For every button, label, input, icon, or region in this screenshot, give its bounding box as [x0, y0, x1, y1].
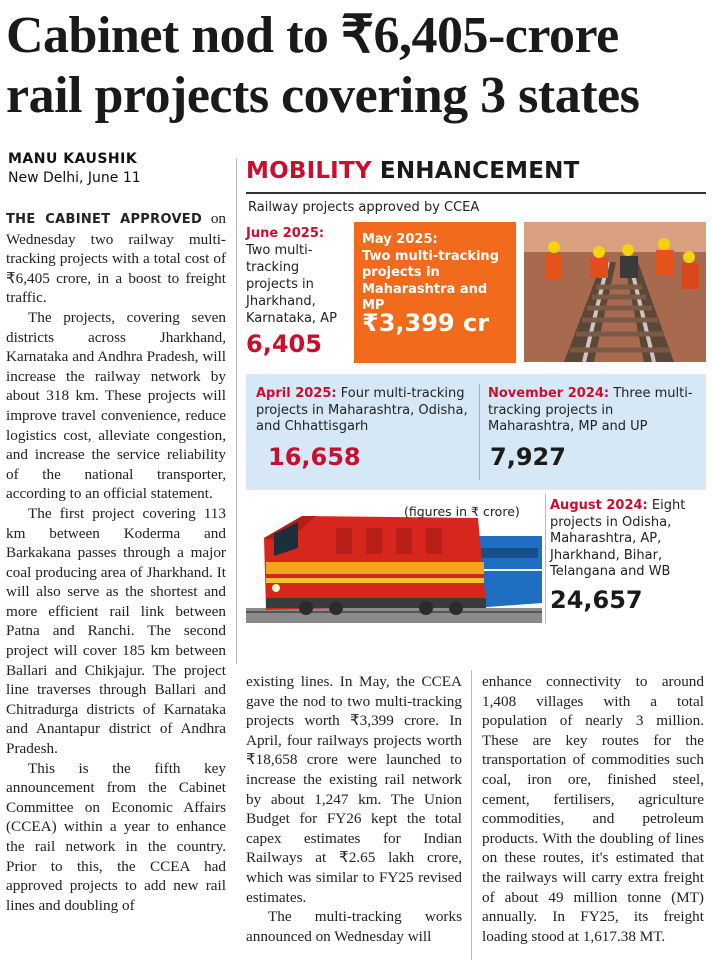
dateline: New Delhi, June 11 — [8, 170, 141, 186]
article-paragraph: The first project covering 113 km between Koderma and Barkakana passes through a major coal producing area of Jharkhand. It will also serve as the shortest and more efficient rail link between Patna and Ranchi. The second project will cover 185 km between Ballari and Chikjajur. The project line traverses through Ballari and Chitradurga districts of Karnataka and Anantapur district of Andhra Pradesh. — [6, 504, 226, 758]
month-label: August 2024: — [550, 498, 648, 513]
project-value: 6,405 — [246, 330, 322, 358]
article-paragraph: existing lines. In May, the CCEA gave the nod to two multi-tracking projects worth ₹3,399 crore. In April, four railways projects worth ₹18,658 crore were launched to increase the existing rail network by about 1,247 km. The Union Budget for FY26 kept the total capex estimates for Indian Railways at ₹2.65 lakh crore, which was similar to FY25 revised estimates. — [246, 673, 462, 906]
graphic-subtitle: Railway projects approved by CCEA — [248, 200, 480, 215]
project-text: Three multi-tracking projects in Maharashtra, MP and UP — [488, 386, 693, 434]
article-column-1 — [6, 209, 226, 915]
projects-panel — [246, 374, 706, 490]
author-name: MANU KAUSHIK — [8, 151, 138, 167]
lead-in: THE CABINET APPROVED — [6, 212, 203, 227]
graphic-title-red: MOBILITY — [246, 158, 372, 184]
project-box-april-2025 — [256, 386, 474, 471]
month-label: November 2024: — [488, 386, 610, 401]
project-box-may-2025 — [354, 222, 516, 363]
month-label: June 2025: — [246, 226, 325, 241]
headline-line-2: rail projects covering 3 states — [6, 67, 640, 124]
rail-workers-photo — [524, 222, 706, 362]
panel-divider — [479, 384, 480, 480]
project-description — [362, 232, 510, 315]
figures-note: (figures in ₹ crore) — [404, 504, 520, 519]
project-value: ₹3,399 cr — [362, 309, 490, 337]
project-text: Four multi-tracking projects in Maharashtra, Odisha, and Chhattisgarh — [256, 386, 468, 434]
article-paragraph: enhance connectivity to around 1,408 villages with a total population of nearly 3 million. These are key routes for the transportation of commodities such coal, iron ore, finished steel, cement, fertilisers, agriculture commodities, and petroleum products. With the doubling of lines on these routes, it's estimated that the railways will carry extra freight of about 49 million tonne (MT) annually. In FY25, its freight loading stood at 1,617.38 MT. — [482, 673, 704, 945]
title-rule — [246, 192, 706, 194]
column-divider — [236, 158, 237, 664]
project-value: 24,657 — [550, 585, 643, 614]
month-label: April 2025: — [256, 386, 337, 401]
project-box-november-2024 — [488, 386, 700, 471]
panel-divider — [545, 494, 546, 624]
column-divider — [471, 670, 472, 960]
project-value: 16,658 — [268, 443, 361, 471]
article-paragraph: This is the fifth key announcement from the Cabinet Committee on Economic Affairs (CCEA) within a year to enhance the rail network in the country. Prior to this, the CCEA had approved projects to add new rail lines and doubling of — [6, 759, 226, 914]
article-paragraph — [6, 209, 226, 308]
headline — [6, 6, 706, 126]
project-text: Two multi-tracking projects in Jharkhand, Karnataka, AP — [246, 243, 337, 326]
project-box-june-2025 — [246, 225, 350, 359]
project-text: Eight projects in Odisha, Maharashtra, AP, Jharkhand, Bihar, Telangana and WB — [550, 498, 686, 579]
article-column-3 — [482, 672, 704, 946]
month-label: May 2025: — [362, 232, 438, 247]
article-paragraph: The multi-tracking works announced on Wednesday will — [246, 908, 462, 945]
graphic-title-black: ENHANCEMENT — [379, 158, 580, 184]
byline — [8, 150, 141, 188]
paragraph-text: on Wednesday two railway multi-tracking projects with a total cost of ₹6,405 crore, in a boost to freight traffic. — [6, 210, 227, 307]
infographic — [244, 158, 706, 663]
article-paragraph: The projects, covering seven districts across Jharkhand, Karnataka and Andhra Pradesh, will increase the railway network by about 318 km. These projects will improve travel convenience, reduce logistics cost, alleviate congestion, and increase the service reliability of the national transporter, according to an official statement. — [6, 308, 226, 503]
project-text: Two multi-tracking projects in Maharashtra and MP — [362, 248, 499, 313]
project-box-august-2024 — [550, 498, 706, 615]
graphic-title — [246, 158, 580, 184]
article-column-2 — [246, 672, 462, 946]
project-value: 7,927 — [490, 443, 566, 471]
headline-line-1: Cabinet nod to ₹6,405-crore — [6, 7, 619, 64]
